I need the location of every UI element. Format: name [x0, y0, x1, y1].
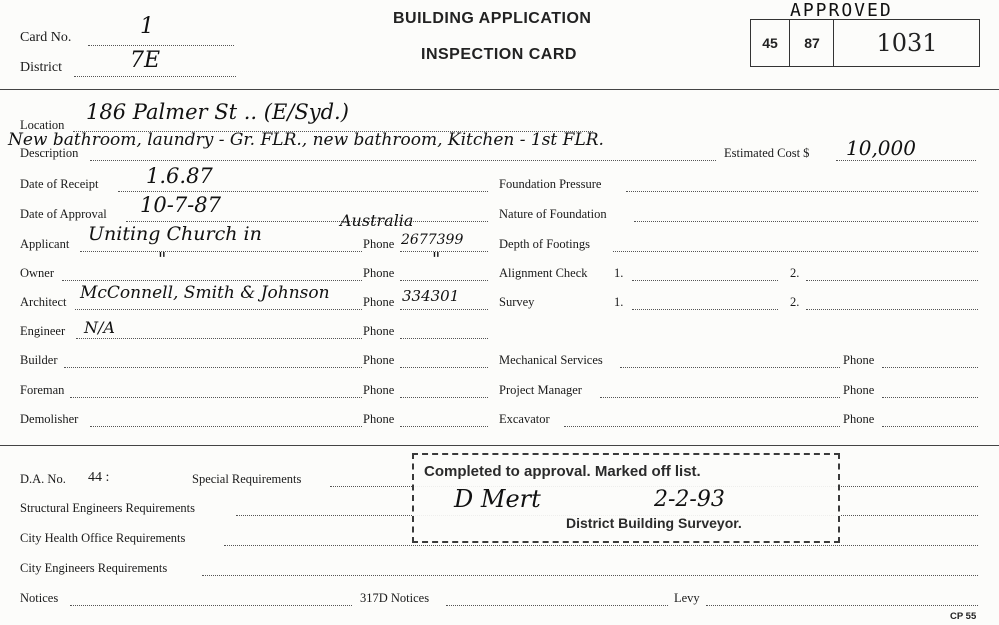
builder-phone-line — [400, 367, 488, 368]
engineer-phone-line — [400, 338, 488, 339]
stamp-completed-text: Completed to approval. Marked off list. — [424, 463, 701, 480]
owner-phone-label: Phone — [363, 266, 395, 280]
architect-line — [75, 309, 362, 310]
mechanical-label: Mechanical Services — [499, 353, 603, 367]
survey-num1: 1. — [614, 295, 624, 309]
applicant-label: Applicant — [20, 237, 70, 251]
mechanical-phone-line — [882, 367, 978, 368]
notices-317d-label: 317D Notices — [360, 591, 430, 605]
foreman-line — [70, 397, 362, 398]
da-no-label: D.A. No. — [20, 472, 66, 486]
date-receipt-value: 1.6.87 — [146, 164, 213, 188]
architect-label: Architect — [20, 295, 67, 309]
builder-label: Builder — [20, 353, 58, 367]
demolisher-label: Demolisher — [20, 412, 79, 426]
city-engineers-line — [202, 575, 978, 576]
form-title-line2: INSPECTION CARD — [421, 46, 577, 63]
location-value: 186 Palmer St .. (E/Syd.) — [86, 100, 349, 124]
stamp-date: 2-2-93 — [654, 487, 725, 512]
excavator-label: Excavator — [499, 412, 550, 426]
project-manager-label: Project Manager — [499, 383, 582, 397]
stamp-surveyor-text: District Building Surveyor. — [566, 515, 742, 531]
special-requirements-label: Special Requirements — [192, 472, 302, 486]
completion-stamp — [412, 453, 840, 543]
description-label: Description — [20, 146, 79, 160]
health-label: City Health Office Requirements — [20, 531, 186, 545]
engineer-label: Engineer — [20, 324, 66, 338]
depth-footings-line — [613, 251, 978, 252]
owner-phone-line — [400, 280, 488, 281]
excavator-line — [564, 426, 840, 427]
district-label: District — [20, 60, 62, 75]
card-no-value: 1 — [140, 14, 154, 39]
notices-317d-line — [446, 605, 668, 606]
alignment-line1 — [632, 280, 778, 281]
nature-foundation-line — [634, 221, 978, 222]
description-value: New bathroom, laundry - Gr. FLR., new bathroom, Kitchen - 1st FLR. — [8, 130, 604, 150]
excavator-phone-line — [882, 426, 978, 427]
date-receipt-line — [118, 191, 488, 192]
alignment-check-label: Alignment Check — [499, 266, 588, 280]
engineer-phone-label: Phone — [363, 324, 395, 338]
box-c: 1031 — [876, 29, 938, 57]
description-line — [90, 160, 716, 161]
box-b: 87 — [791, 20, 834, 66]
owner-ditto: " — [158, 249, 167, 270]
date-receipt-label: Date of Receipt — [20, 177, 99, 191]
applicant-extra: Australia — [340, 211, 414, 230]
alignment-line2 — [806, 280, 978, 281]
demolisher-phone-label: Phone — [363, 412, 395, 426]
district-value: 7E — [130, 48, 161, 73]
applicant-phone-value: 2677399 — [401, 232, 464, 248]
builder-phone-label: Phone — [363, 353, 395, 367]
health-line — [224, 545, 978, 546]
header-divider — [0, 89, 999, 90]
survey-label: Survey — [499, 295, 535, 309]
owner-phone-ditto: " — [432, 249, 441, 270]
project-manager-phone-line — [882, 397, 978, 398]
location-label: Location — [20, 118, 65, 132]
architect-value: McConnell, Smith & Johnson — [80, 283, 330, 303]
foundation-pressure-label: Foundation Pressure — [499, 177, 602, 191]
nature-foundation-label: Nature of Foundation — [499, 207, 607, 221]
levy-label: Levy — [674, 591, 700, 605]
mechanical-line — [620, 367, 840, 368]
architect-phone-value: 334301 — [402, 287, 460, 305]
date-approval-label: Date of Approval — [20, 207, 107, 221]
middle-divider — [0, 445, 999, 446]
owner-line — [62, 280, 362, 281]
project-manager-phone-label: Phone — [843, 383, 875, 397]
notices-line — [70, 605, 352, 606]
foundation-pressure-line — [626, 191, 978, 192]
excavator-phone-label: Phone — [843, 412, 875, 426]
survey-num2: 2. — [790, 295, 800, 309]
applicant-phone-label: Phone — [363, 237, 395, 251]
demolisher-phone-line — [400, 426, 488, 427]
project-manager-line — [600, 397, 840, 398]
depth-footings-label: Depth of Footings — [499, 237, 590, 251]
demolisher-line — [90, 426, 362, 427]
estimated-cost-line — [836, 160, 976, 161]
builder-line — [64, 367, 362, 368]
stamp-signature: D Mert — [454, 485, 541, 513]
approval-number-box — [750, 19, 980, 67]
levy-line — [706, 605, 978, 606]
alignment-num2: 2. — [790, 266, 800, 280]
date-approval-value: 10-7-87 — [140, 193, 221, 217]
architect-phone-label: Phone — [363, 295, 395, 309]
engineer-line — [76, 338, 362, 339]
survey-line2 — [806, 309, 978, 310]
engineer-value: N/A — [84, 318, 115, 337]
estimated-cost-value: 10,000 — [846, 136, 916, 160]
district-line — [74, 76, 236, 77]
date-approval-line — [126, 221, 488, 222]
alignment-num1: 1. — [614, 266, 624, 280]
applicant-value: Uniting Church in — [88, 223, 262, 245]
applicant-phone-line — [400, 251, 488, 252]
foreman-label: Foreman — [20, 383, 65, 397]
survey-line1 — [632, 309, 778, 310]
foreman-phone-label: Phone — [363, 383, 395, 397]
structural-label: Structural Engineers Requirements — [20, 501, 195, 515]
notices-label: Notices — [20, 591, 59, 605]
estimated-cost-label: Estimated Cost $ — [724, 146, 810, 160]
architect-phone-line — [400, 309, 488, 310]
applicant-line — [80, 251, 362, 252]
form-code: CP 55 — [950, 611, 977, 622]
foreman-phone-line — [400, 397, 488, 398]
city-engineers-label: City Engineers Requirements — [20, 561, 168, 575]
card-no-label: Card No. — [20, 30, 72, 45]
owner-label: Owner — [20, 266, 55, 280]
card-no-line — [88, 45, 234, 46]
approved-stamp: APPROVED — [790, 0, 893, 21]
da-no-value: 44 : — [88, 470, 110, 485]
form-title-line1: BUILDING APPLICATION — [393, 10, 592, 27]
mechanical-phone-label: Phone — [843, 353, 875, 367]
box-a: 45 — [751, 20, 790, 66]
